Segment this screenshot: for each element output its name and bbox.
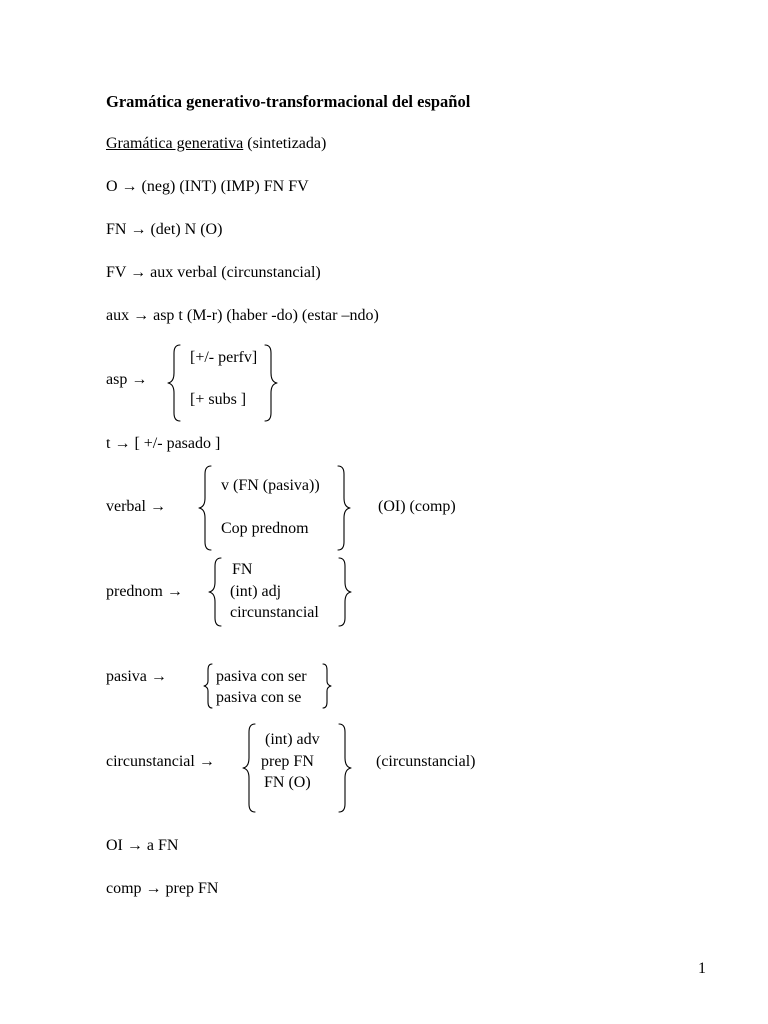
rule-prednom-option: FN [232,561,253,578]
rule-o: O → (neg) (INT) (IMP) FN FV [106,178,309,195]
rule-pasiva-option: pasiva con ser [216,668,307,685]
left-brace-icon [202,662,214,710]
right-brace-icon [321,662,333,710]
document-title: Gramática generativo-transformacional del español [106,92,471,111]
right-brace-icon [263,343,279,423]
rule-prednom-option: circunstancial [230,604,319,621]
rule-circunstancial-option: FN (O) [264,774,311,791]
rule-circunstancial-lhs: circunstancial → [106,753,215,770]
rule-pasiva-lhs: pasiva → [106,668,167,685]
left-brace-icon [207,556,223,628]
right-brace-icon [336,464,352,552]
rule-prednom-lhs: prednom → [106,583,183,600]
rule-circunstancial-suffix: (circunstancial) [376,753,476,770]
left-brace-icon [166,343,182,423]
rule-asp-option: [+/- perfv] [190,349,258,366]
right-brace-icon [337,556,353,628]
rule-circunstancial-option: (int) adv [265,731,320,748]
left-brace-icon [197,464,213,552]
rule-asp-lhs: asp → [106,371,148,388]
rule-circunstancial-option: prep FN [261,753,314,770]
rule-asp-option: [+ subs ] [190,391,247,408]
rule-verbal-option: v (FN (pasiva)) [221,477,320,494]
rule-aux: aux → asp t (M-r) (haber -do) (estar –ndo) [106,307,379,324]
rule-comp: comp → prep FN [106,880,219,897]
rule-prednom-option: (int) adj [230,583,282,600]
section-heading-underlined: Gramática generativa [106,135,244,152]
rule-oi: OI → a FN [106,837,179,854]
rule-pasiva-option: pasiva con se [216,689,302,706]
section-heading [106,134,326,154]
section-heading-note: (sintetizada) [247,135,327,152]
rule-verbal-lhs: verbal → [106,498,166,515]
rule-fn: FN → (det) N (O) [106,221,223,238]
page-number: 1 [698,960,706,977]
rule-verbal-option: Cop prednom [221,520,309,537]
rule-fv: FV → aux verbal (circunstancial) [106,264,321,281]
left-brace-icon [241,722,257,814]
rule-t: t → [ +/- pasado ] [106,435,221,452]
rule-verbal-suffix: (OI) (comp) [378,498,456,515]
right-brace-icon [337,722,353,814]
